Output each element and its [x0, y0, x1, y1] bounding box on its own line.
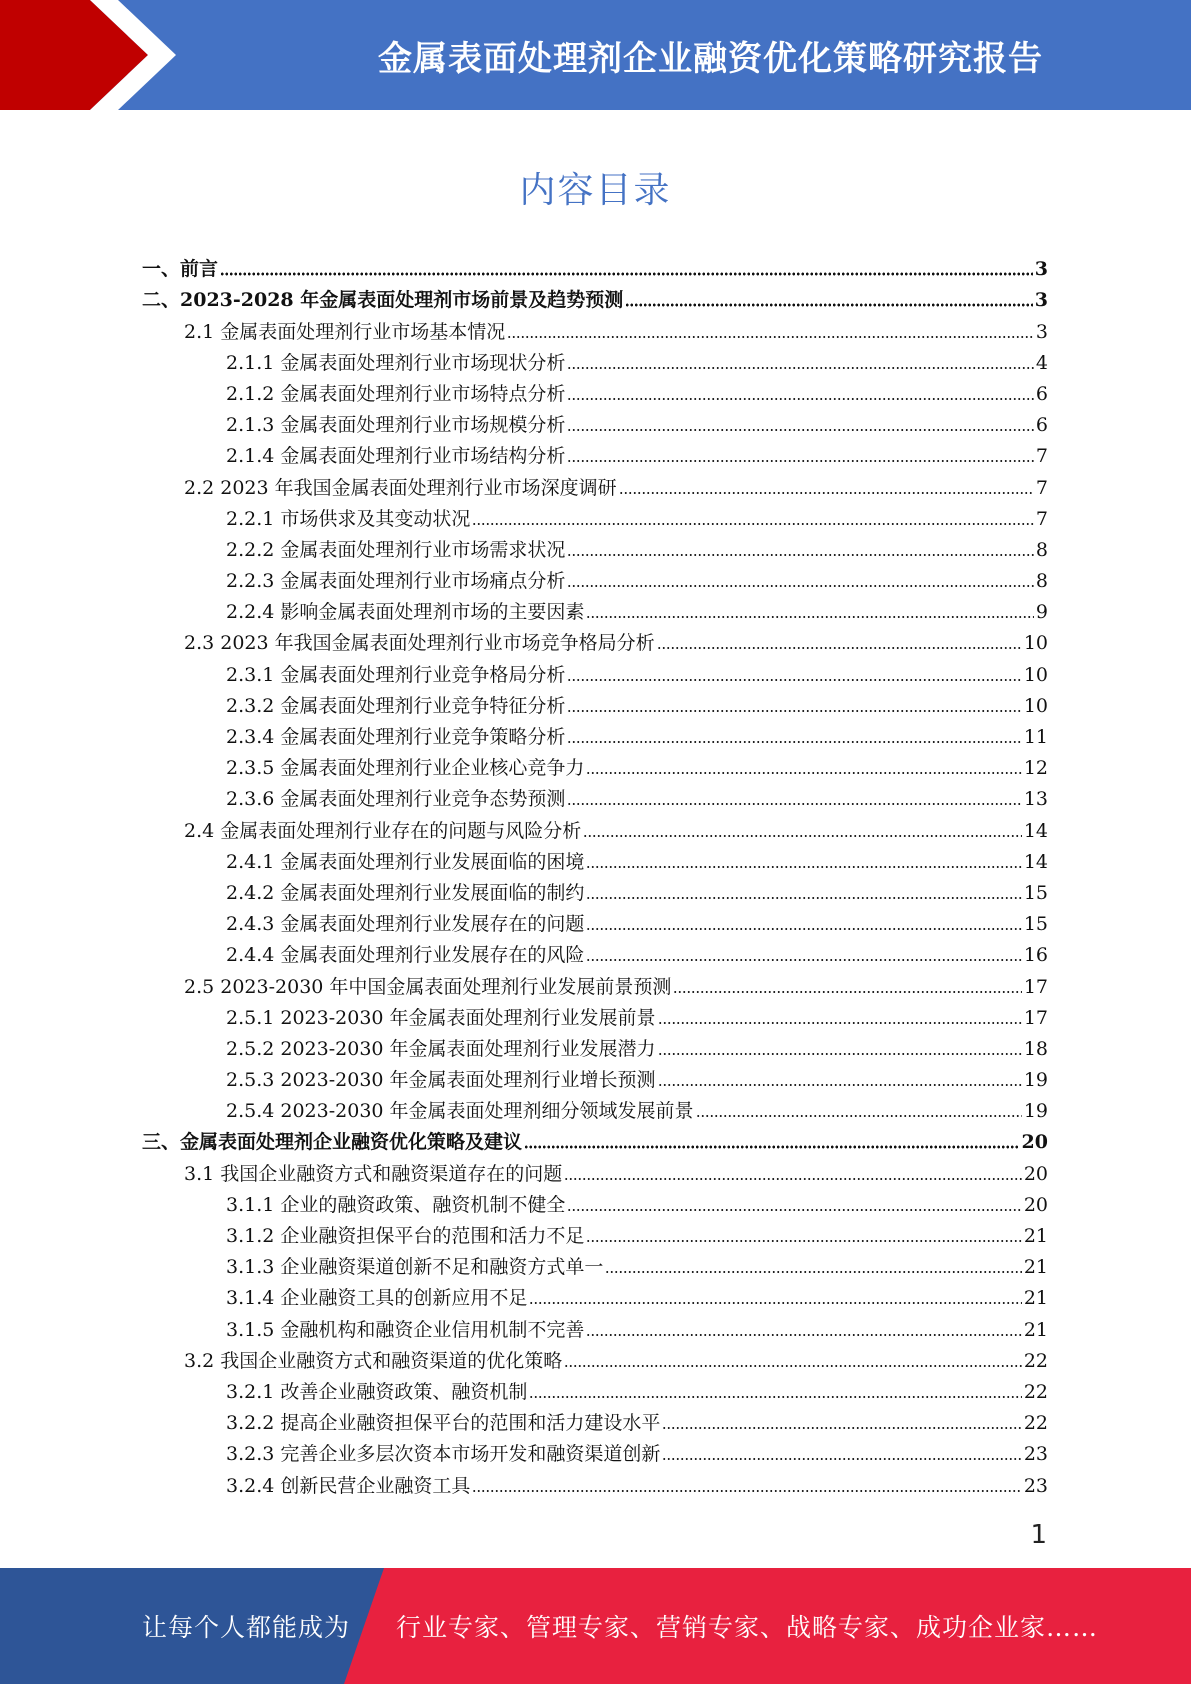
dot-leader — [472, 1489, 1021, 1493]
dot-leader — [696, 1114, 1022, 1118]
toc-entry[interactable] — [142, 1438, 1048, 1469]
toc-entry[interactable] — [142, 315, 1048, 346]
toc-entry-page: 19 — [1023, 1100, 1048, 1123]
toc-entry[interactable] — [142, 1469, 1048, 1500]
toc-entry-page: 15 — [1023, 881, 1048, 904]
toc-entry-page: 20 — [1023, 1162, 1048, 1185]
toc-entry-page: 20 — [1023, 1193, 1048, 1216]
toc-entry-page: 8 — [1035, 570, 1048, 593]
toc-entry[interactable] — [142, 939, 1048, 970]
toc-entry[interactable] — [142, 347, 1048, 378]
toc-entry[interactable] — [142, 814, 1048, 845]
toc-entry-page: 17 — [1023, 975, 1048, 998]
toc-entry-title: 2.4.1 金属表面处理剂行业发展面临的困境 — [226, 850, 585, 873]
toc-entry-title: 3.1 我国企业融资方式和融资渠道存在的问题 — [184, 1162, 563, 1185]
toc-entry-page: 7 — [1035, 445, 1048, 468]
toc-entry[interactable] — [142, 503, 1048, 534]
toc-entry-title: 2.5.2 2023-2030 年金属表面处理剂行业发展潜力 — [226, 1037, 656, 1060]
dot-leader — [662, 1457, 1021, 1461]
toc-entry[interactable] — [142, 253, 1048, 284]
report-title: 金属表面处理剂企业融资优化策略研究报告 — [378, 38, 1043, 79]
toc-entry-page: 23 — [1023, 1474, 1048, 1497]
dot-leader — [567, 459, 1034, 463]
toc-entry-title: 2.4.4 金属表面处理剂行业发展存在的风险 — [226, 944, 585, 967]
toc-entry-page: 22 — [1023, 1349, 1048, 1372]
toc-entry-page: 7 — [1035, 476, 1048, 499]
toc-entry-title: 2.1.4 金属表面处理剂行业市场结构分析 — [226, 445, 566, 468]
toc-entry-title: 2.1.2 金属表面处理剂行业市场特点分析 — [226, 382, 566, 405]
toc-entry-page: 10 — [1023, 632, 1048, 655]
dot-leader — [567, 553, 1034, 557]
toc-entry[interactable] — [142, 471, 1048, 502]
toc-entry-title: 3.2 我国企业融资方式和融资渠道的优化策略 — [184, 1349, 563, 1372]
toc-entry-title: 3.2.4 创新民营企业融资工具 — [226, 1474, 471, 1497]
toc-entry[interactable] — [142, 721, 1048, 752]
toc-entry[interactable] — [142, 783, 1048, 814]
toc-entry-page: 12 — [1023, 757, 1048, 780]
toc-entry[interactable] — [142, 378, 1048, 409]
dot-leader — [658, 1021, 1022, 1025]
toc-entry-title: 2.5 2023-2030 年中国金属表面处理剂行业发展前景预测 — [184, 975, 672, 998]
toc-entry-title: 2.2.3 金属表面处理剂行业市场痛点分析 — [226, 570, 566, 593]
toc-entry-title: 2.2 2023 年我国金属表面处理剂行业市场深度调研 — [184, 476, 617, 499]
toc-entry[interactable] — [142, 877, 1048, 908]
toc-entry[interactable] — [142, 1251, 1048, 1282]
dot-leader — [625, 303, 1033, 307]
dot-leader — [605, 1270, 1021, 1274]
toc-entry-title: 2.1.3 金属表面处理剂行业市场规模分析 — [226, 414, 566, 437]
dot-leader — [524, 1145, 1020, 1149]
toc-entry[interactable] — [142, 908, 1048, 939]
toc-entry-title: 2.4.2 金属表面处理剂行业发展面临的制约 — [226, 881, 585, 904]
toc-entry-title: 2.5.3 2023-2030 年金属表面处理剂行业增长预测 — [226, 1069, 656, 1092]
toc-entry[interactable] — [142, 970, 1048, 1001]
toc-entry-page: 3 — [1035, 320, 1048, 343]
dot-leader — [567, 428, 1034, 432]
toc-entry[interactable] — [142, 1220, 1048, 1251]
toc-entry-page: 10 — [1023, 663, 1048, 686]
toc-entry-page: 3 — [1034, 289, 1048, 312]
toc-entry-page: 21 — [1023, 1225, 1048, 1247]
toc-heading: 内容目录 — [519, 170, 672, 211]
toc-entry-title: 3.1.5 金融机构和融资企业信用机制不完善 — [226, 1318, 585, 1341]
toc-entry[interactable] — [142, 440, 1048, 471]
toc-entry[interactable] — [142, 752, 1048, 783]
toc-entry-title: 2.1 金属表面处理剂行业市场基本情况 — [184, 320, 506, 343]
dot-leader — [658, 1052, 1022, 1056]
toc-entry-title: 2.2.1 市场供求及其变动状况 — [226, 507, 471, 530]
footer-banner — [0, 1568, 1191, 1684]
dot-leader — [662, 1426, 1021, 1430]
toc-entry-title: 2.2.4 影响金属表面处理剂市场的主要因素 — [226, 601, 585, 624]
dot-leader — [586, 865, 1021, 869]
toc-entry[interactable] — [142, 565, 1048, 596]
toc-entry-page: 10 — [1023, 694, 1048, 717]
dot-leader — [567, 1208, 1021, 1212]
toc-entry-page: 6 — [1035, 414, 1048, 437]
toc-entry-page: 17 — [1023, 1006, 1048, 1029]
dot-leader — [567, 584, 1034, 588]
dot-leader — [220, 272, 1033, 276]
toc-entry-title: 2.2.2 金属表面处理剂行业市场需求状况 — [226, 538, 566, 561]
toc-entry-title: 三、金属表面处理剂企业融资优化策略及建议 — [142, 1131, 523, 1154]
toc-entry-page: 3 — [1034, 258, 1048, 281]
table-of-contents — [142, 253, 1048, 1501]
toc-entry-title: 2.3.2 金属表面处理剂行业竞争特征分析 — [226, 694, 566, 717]
toc-entry[interactable] — [142, 1064, 1048, 1095]
toc-entry-title: 3.1.4 企业融资工具的创新应用不足 — [226, 1287, 528, 1310]
toc-entry-title: 二、2023-2028 年金属表面处理剂市场前景及趋势预测 — [142, 289, 624, 312]
toc-entry[interactable] — [142, 627, 1048, 658]
toc-entry-title: 3.1.2 企业融资担保平台的范围和活力不足 — [226, 1225, 585, 1247]
toc-entry-page: 21 — [1023, 1318, 1048, 1341]
toc-entry[interactable] — [142, 1126, 1048, 1157]
toc-entry-title: 2.5.4 2023-2030 年金属表面处理剂细分领域发展前景 — [226, 1100, 694, 1123]
dot-leader — [673, 990, 1021, 994]
toc-entry-title: 2.3.4 金属表面处理剂行业竞争策略分析 — [226, 726, 566, 748]
toc-entry-page: 21 — [1023, 1287, 1048, 1310]
toc-entry[interactable] — [142, 1002, 1048, 1033]
dot-leader — [472, 522, 1034, 526]
toc-entry-page: 22 — [1023, 1412, 1048, 1435]
toc-entry[interactable] — [142, 1157, 1048, 1188]
toc-entry-page: 16 — [1023, 944, 1048, 967]
toc-entry-title: 2.4.3 金属表面处理剂行业发展存在的问题 — [226, 913, 585, 936]
toc-entry-page: 6 — [1035, 382, 1048, 405]
dot-leader — [586, 1239, 1021, 1243]
dot-leader — [586, 1333, 1021, 1337]
toc-entry-page: 11 — [1023, 726, 1048, 748]
toc-entry[interactable] — [142, 409, 1048, 440]
toc-entry-title: 2.3.5 金属表面处理剂行业企业核心竞争力 — [226, 757, 585, 780]
toc-entry[interactable] — [142, 1407, 1048, 1438]
dot-leader — [586, 927, 1021, 931]
dot-leader — [567, 397, 1034, 401]
toc-entry[interactable] — [142, 1033, 1048, 1064]
toc-entry[interactable] — [142, 534, 1048, 565]
toc-entry[interactable] — [142, 1189, 1048, 1220]
toc-entry-title: 2.3.1 金属表面处理剂行业竞争格局分析 — [226, 663, 566, 686]
dot-leader — [586, 896, 1021, 900]
dot-leader — [567, 678, 1021, 682]
toc-entry-title: 2.4 金属表面处理剂行业存在的问题与风险分析 — [184, 819, 582, 842]
toc-entry[interactable] — [142, 690, 1048, 721]
dot-leader — [529, 1395, 1021, 1399]
dot-leader — [567, 366, 1034, 370]
toc-entry-page: 22 — [1023, 1380, 1048, 1403]
toc-entry-page: 15 — [1023, 913, 1048, 936]
toc-entry[interactable] — [142, 284, 1048, 315]
page-number: 1 — [1030, 1520, 1047, 1550]
dot-leader — [567, 709, 1021, 713]
toc-entry-title: 3.2.2 提高企业融资担保平台的范围和活力建设水平 — [226, 1412, 661, 1435]
dot-leader — [658, 1083, 1022, 1087]
toc-entry-page: 23 — [1023, 1443, 1048, 1466]
toc-entry-title: 2.3.6 金属表面处理剂行业竞争态势预测 — [226, 788, 566, 811]
toc-entry[interactable] — [142, 1095, 1048, 1126]
toc-entry-title: 3.1.1 企业的融资政策、融资机制不健全 — [226, 1193, 566, 1216]
toc-entry-page: 19 — [1023, 1069, 1048, 1092]
dot-leader — [583, 834, 1022, 838]
dot-leader — [529, 1301, 1021, 1305]
header-banner — [0, 0, 1191, 110]
toc-entry-page: 8 — [1035, 538, 1048, 561]
dot-leader — [567, 740, 1021, 744]
toc-entry-page: 14 — [1023, 850, 1048, 873]
dot-leader — [619, 491, 1034, 495]
toc-entry[interactable] — [142, 1376, 1048, 1407]
toc-entry-title: 一、前言 — [142, 258, 219, 281]
toc-entry[interactable] — [142, 1313, 1048, 1344]
toc-entry-title: 3.1.3 企业融资渠道创新不足和融资方式单一 — [226, 1256, 604, 1279]
toc-entry-title: 2.1.1 金属表面处理剂行业市场现状分析 — [226, 351, 566, 374]
toc-entry-page: 9 — [1035, 601, 1048, 624]
toc-entry[interactable] — [142, 846, 1048, 877]
footer-slogan-right: 行业专家、管理专家、营销专家、战略专家、成功企业家…… — [396, 1613, 1099, 1642]
toc-entry[interactable] — [142, 658, 1048, 689]
toc-entry-page: 20 — [1021, 1131, 1048, 1154]
toc-entry-page: 21 — [1023, 1256, 1048, 1279]
toc-entry[interactable] — [142, 596, 1048, 627]
toc-entry-page: 18 — [1023, 1037, 1048, 1060]
dot-leader — [586, 615, 1034, 619]
toc-entry-page: 13 — [1023, 788, 1048, 811]
toc-entry-title: 2.5.1 2023-2030 年金属表面处理剂行业发展前景 — [226, 1006, 656, 1029]
dot-leader — [564, 1177, 1022, 1181]
dot-leader — [507, 335, 1034, 339]
footer-slogan-left: 让每个人都能成为 — [142, 1613, 351, 1642]
toc-entry-page: 7 — [1035, 507, 1048, 530]
toc-entry-title: 3.2.3 完善企业多层次资本市场开发和融资渠道创新 — [226, 1443, 661, 1466]
toc-entry-title: 2.3 2023 年我国金属表面处理剂行业市场竞争格局分析 — [184, 632, 655, 655]
toc-entry[interactable] — [142, 1282, 1048, 1313]
toc-entry[interactable] — [142, 1345, 1048, 1376]
dot-leader — [564, 1364, 1022, 1368]
toc-entry-page: 4 — [1035, 351, 1048, 374]
dot-leader — [567, 802, 1021, 806]
toc-entry-title: 3.2.1 改善企业融资政策、融资机制 — [226, 1380, 528, 1403]
dot-leader — [586, 771, 1021, 775]
toc-entry-page: 14 — [1023, 819, 1048, 842]
dot-leader — [657, 646, 1022, 650]
dot-leader — [586, 958, 1021, 962]
